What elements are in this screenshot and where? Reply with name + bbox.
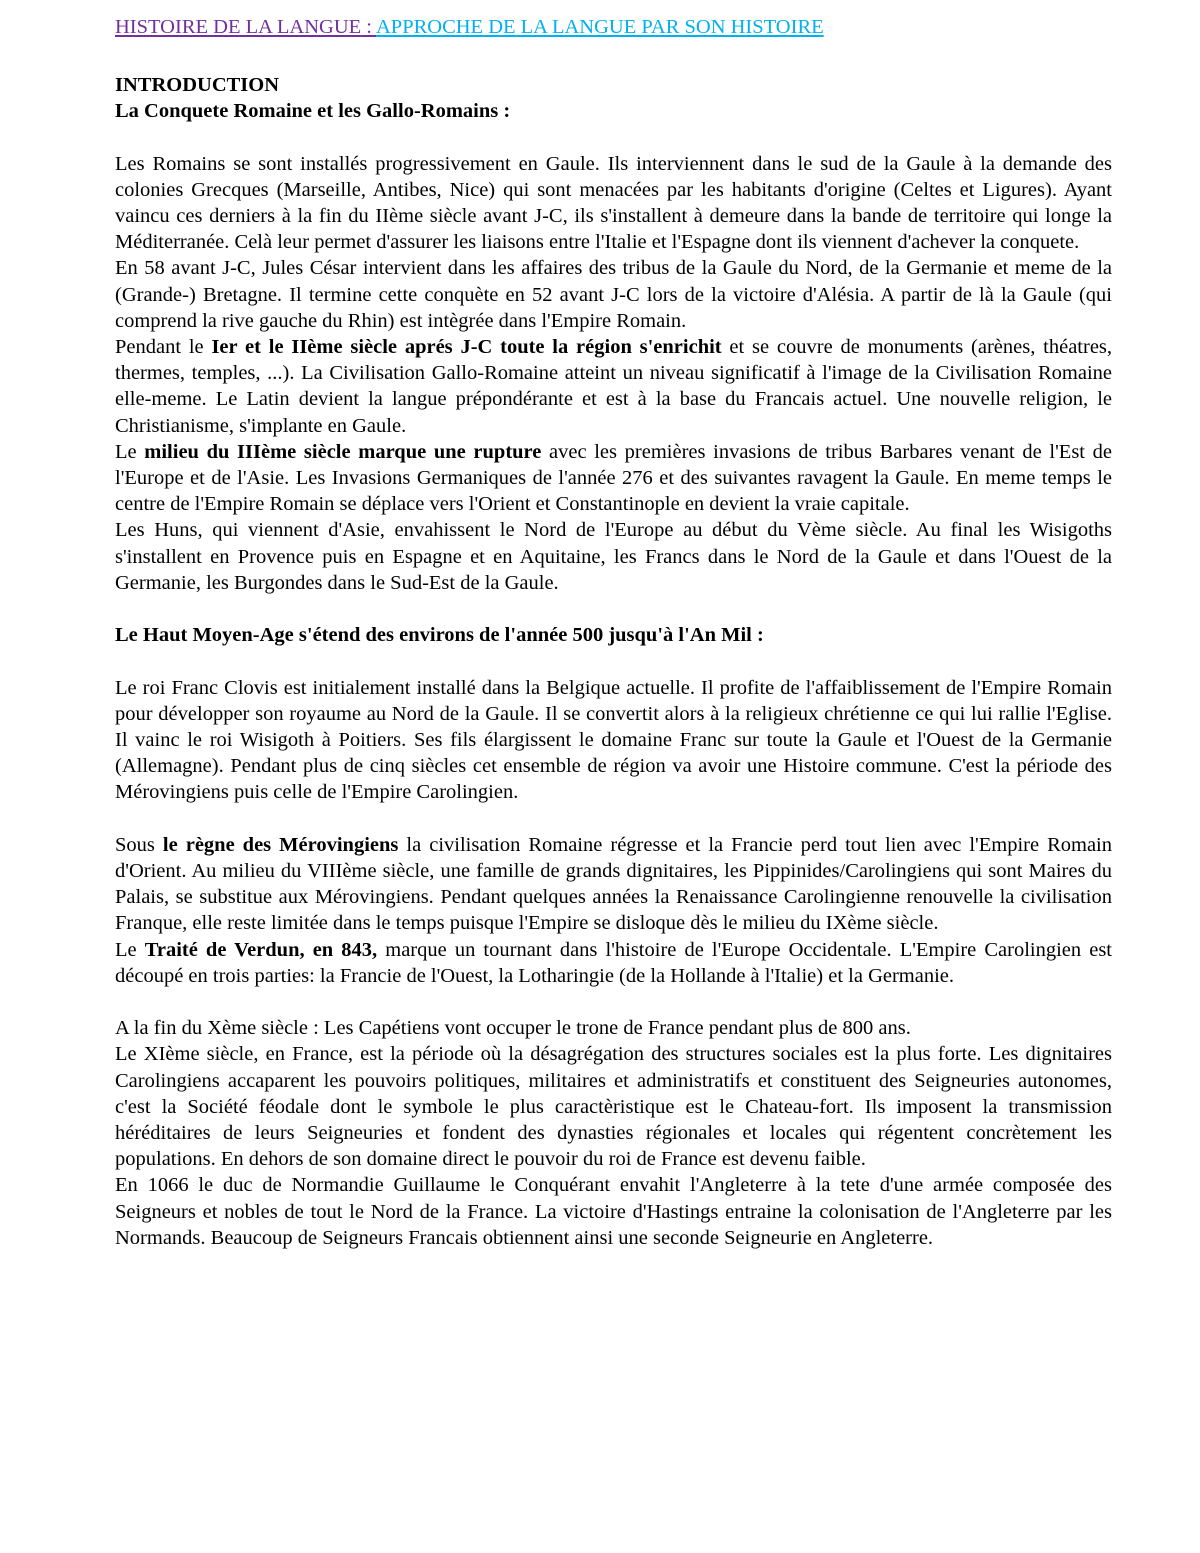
hma-paragraph-5: Le XIème siècle, en France, est la période où la désagrégation des structures sociales est la plus forte. Les dignitaires Carolingiens accaparent les pouvoirs politiques, militaires et administratifs et constituent des Seigneuries autonomes, c'est la Société féodale dont le symbole le plus caractèristique est le Chateau-fort. Ils imposent la transmission héréditaires de leurs Seigneuries et fondent des dynasties régionales et locales qui régentent concrètement les populations. En dehors de son domaine direct le pouvoir du roi de France est devenu faible. — [115, 1043, 1112, 1171]
bold-run: milieu du IIIème siècle marque une rupture — [144, 440, 542, 463]
title-separator: : — [361, 16, 376, 38]
intro-paragraph-1: Les Romains se sont installés progressivement en Gaule. Ils interviennent dans le sud de la Gaule à la demande des colonies Grecques (Marseille, Antibes, Nice) qui sont menacées par les habitants d'origine (Celtes et Ligures). Ayant vaincu ces derniers à la fin du IIème siècle avant J-C, ils s'installent à demeure dans la bande de territoire qui longe la Méditerranée. Celà leur permet d'assurer les liaisons entre l'Italie et l'Espagne dont ils viennent d'achever la conquete. — [115, 152, 1112, 254]
title-subtitle: APPROCHE DE LA LANGUE PAR SON HISTOIRE — [376, 16, 824, 38]
spacer — [115, 806, 1112, 832]
document-page — [115, 12, 1112, 1251]
hma-paragraph-1: Le roi Franc Clovis est initialement installé dans la Belgique actuelle. Il profite de l'affaiblissement de l'Empire Romain pour développer son royaume au Nord de la Gaule. Il se convertit alors à la religieux chrétienne ce qui lui rallie l'Eglise. Il vainc le roi Wisigoth à Poitiers. Ses fils élargissent le domaine Franc sur toute la Gaule et l'Ouest de la Germanie (Allemagne). Pendant plus de cinq siècles cet ensemble de région va avoir une Histoire commune. C'est la période des Mérovingiens puis celle de l'Empire Carolingien. — [115, 676, 1112, 804]
bold-run: Ier et le IIème siècle aprés J-C toute la région s'enrichit — [211, 336, 722, 359]
document-title — [115, 12, 1112, 42]
text-run: avec les premières invasions de tribus Barbares venant de l'Est de l'Europe et de l'Asie. Les Invasions Germaniques de l'année 276 et des suivantes ravagent la Gaule. En meme temps le centre de l'Empire Romain se déplace vers l'Orient et Constantinople en devient la vraie capitale. — [115, 440, 1112, 516]
spacer — [115, 596, 1112, 622]
hma-paragraph-3 — [115, 937, 1112, 989]
title-main: HISTOIRE DE LA LANGUE — [115, 16, 362, 38]
spacer — [115, 989, 1112, 1015]
spacer — [115, 648, 1112, 674]
intro-paragraph-5: Les Huns, qui viennent d'Asie, envahissent le Nord de l'Europe au début du Vème siècle. Au final les Wisigoths s'installent en Provence puis en Espagne et en Aquitaine, les Francs dans le Nord de la Gaule et dans l'Ouest de la Germanie, les Burgondes dans le Sud-Est de la Gaule. — [115, 519, 1112, 594]
text-run: Le — [115, 938, 145, 961]
hma-paragraph-4: A la fin du Xème siècle : Les Capétiens vont occuper le trone de France pendant plus de 800 ans. — [115, 1017, 911, 1040]
text-run: Sous — [115, 833, 163, 856]
intro-paragraph-3 — [115, 334, 1112, 439]
haut-moyen-age-heading: Le Haut Moyen-Age s'étend des environs de l'année 500 jusqu'à l'An Mil : — [115, 624, 764, 647]
intro-subheading: La Conquete Romaine et les Gallo-Romains : — [115, 100, 511, 123]
hma-paragraph-6: En 1066 le duc de Normandie Guillaume le Conquérant envahit l'Angleterre à la tete d'une armée composée des Seigneurs et nobles de tout le Nord de la France. La victoire d'Hastings entraine la colonisation de l'Angleterre par les Normands. Beaucoup de Seigneurs Francais obtiennent ainsi une seconde Seigneurie en Angleterre. — [115, 1174, 1112, 1249]
text-run: marque un tournant dans l'histoire de l'Europe Occidentale. L'Empire Carolingien est découpé en trois parties: la Francie de l'Ouest, la Lotharingie (de la Hollande à l'Italie) et la Germanie. — [115, 938, 1112, 987]
spacer — [115, 124, 1112, 150]
intro-paragraph-4 — [115, 439, 1112, 518]
bold-run: le règne des Mérovingiens — [162, 833, 399, 856]
text-run: et se couvre de monuments (arènes, théatres, thermes, temples, ...). La Civilisation Gallo-Romaine atteint un niveau significatif à l'image de la Civilisation Romaine elle-meme. Le Latin devient la langue prépondérante et est à la base du Francais actuel. Une nouvelle religion, le Christianisme, s'implante en Gaule. — [115, 336, 1113, 437]
text-run: Pendant le — [115, 336, 212, 359]
intro-heading: INTRODUCTION — [115, 74, 280, 96]
hma-paragraph-2 — [115, 832, 1112, 937]
bold-run: Traité de Verdun, en 843, — [144, 938, 378, 961]
intro-paragraph-2: En 58 avant J-C, Jules César intervient dans les affaires des tribus de la Gaule du Nord, de la Germanie et meme de la (Grande-) Bretagne. Il termine cette conquète en 52 avant J-C lors de la victoire d'Alésia. A partir de là la Gaule (qui comprend la rive gauche du Rhin) est intègrée dans l'Empire Romain. — [115, 257, 1112, 332]
text-run: Le — [115, 440, 145, 463]
text-run: la civilisation Romaine régresse et la Francie perd tout lien avec l'Empire Romain d'Orient. Au milieu du VIIIème siècle, une famille de grands dignitaires, les Pippinides/Carolingiens qui sont Maires du Palais, se substitue aux Mérovingiens. Pendant quelques années la Renaissance Carolingienne renouvelle la civilisation Franque, elle reste limitée dans le temps puisque l'Empire se disloque dès le milieu du IXème siècle. — [115, 833, 1112, 935]
